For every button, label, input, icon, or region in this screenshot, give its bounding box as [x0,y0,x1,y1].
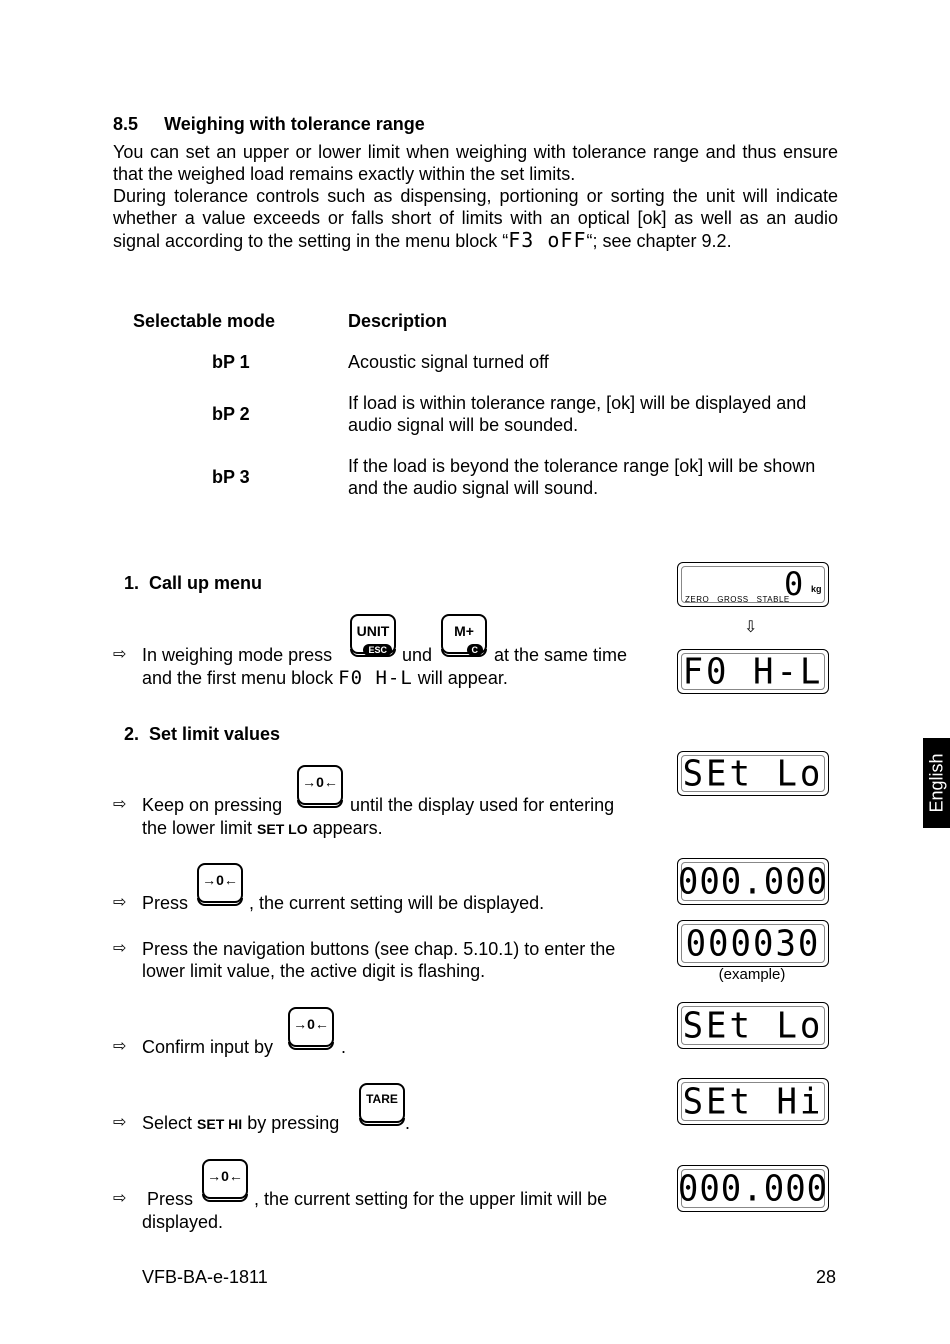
arrow-bullet-icon: ⇨ [113,894,127,911]
down-arrow-icon: ⇩ [744,619,758,636]
set-lo-code: SET LO [257,821,308,837]
para2-end: “; see chapter 9.2. [586,231,732,251]
language-tab [923,738,950,828]
lcd-display-f0hl [677,649,829,694]
table-row-description: If the load is beyond the tolerance range [ok] will be shown and the audio signal will sound. [348,456,816,498]
step2-i5-b: by pressing [247,1113,340,1133]
step1-text-a: In weighing mode press [142,645,333,665]
table-row-mode: bP 3 [212,467,250,487]
lcd-display-lower-example [677,920,829,967]
zero-indicator: ZERO [685,595,710,604]
zero-key-label: →0← [207,1168,243,1184]
zero-key-icon [202,1159,248,1199]
para2-text: During tolerance controls such as dispensing, portioning or sorting the unit will indicate whether a value exceeds or falls short of limits with an optical [ok] as well as an audio signal according to the setting in the menu block “ [113,186,838,251]
esc-badge: ESC [363,644,392,656]
lcd-value: 000.000 [677,1167,829,1210]
arrow-bullet-icon: ⇨ [113,940,127,957]
lcd-display-lower-current [677,858,829,905]
table-row-mode: bP 2 [212,404,250,424]
lcd-value: 0 [784,565,804,603]
arrow-bullet-icon: ⇨ [113,1190,127,1207]
language-tab-label: English [926,753,946,813]
step2-i1-b: until the display used for entering [350,795,615,815]
footer-doc-id: VFB-BA-e-1811 [142,1267,268,1287]
section-title: Weighing with tolerance range [164,114,425,134]
lcd-display-zero [677,562,829,607]
intro-paragraph-1: You can set an upper or lower limit when weighing with tolerance range and thus ensure that the weighed load remains exactly within the set limits. [113,142,838,184]
lcd-display-set-lo [677,751,829,796]
arrow-bullet-icon: ⇨ [113,1038,127,1055]
lcd-value: 000.000 [677,860,829,903]
step2-i5-c: . [405,1113,411,1133]
step1-heading: 1. Call up menu [124,573,263,593]
table-row-mode: bP 1 [212,352,250,372]
step2-i2-a: Press [142,893,189,913]
lcd-value: SEt Lo [682,1004,824,1047]
set-hi-code: SET HI [197,1116,243,1132]
lcd-value: 000030 [685,922,821,965]
section-heading [113,113,425,135]
lcd-display-upper-current [677,1165,829,1212]
intro-paragraph-2 [113,185,838,252]
c-badge: C [467,644,484,656]
stable-indicator: STABLE [756,595,790,604]
mplus-c-key-icon [441,614,487,654]
step2-i5-a: Select [142,1113,193,1133]
lcd-display-set-lo-confirm [677,1002,829,1049]
menu-block-code-f3off: F3 oFF [508,228,587,252]
step1-line2 [142,667,508,689]
table-header-description: Description [348,311,448,331]
lcd-value: SEt Lo [682,752,824,795]
step2-i3: Press the navigation buttons (see chap. 5.10.1) to enter the lower limit value, the active digit is flashing. [142,939,616,981]
zero-key-icon [288,1007,334,1047]
arrow-bullet-icon: ⇨ [113,646,127,663]
step1-text-d: will appear. [417,668,508,688]
tare-key-label: TARE [366,1092,398,1106]
step2-heading: 2. Set limit values [124,724,281,744]
step2-i6-c: displayed. [142,1212,224,1232]
lcd-unit: kg [811,584,822,594]
step2-i6-b: , the current setting for the upper limit will be [254,1189,608,1209]
lcd-display-set-hi [677,1078,829,1125]
arrow-bullet-icon: ⇨ [113,1114,127,1131]
arrow-bullet-icon: ⇨ [113,796,127,813]
step2-i4-b: . [341,1037,347,1057]
table-row-description: If load is within tolerance range, [ok] will be displayed and audio signal will be sounded. [348,393,807,435]
step2-i1-c: the lower limit [142,818,253,838]
step2-i5-line [142,1112,339,1135]
table-row-description: Acoustic signal turned off [348,352,549,372]
lcd-value: F0 H-L [682,650,824,693]
zero-key-label: →0← [302,774,338,790]
unit-esc-key-icon [350,614,396,654]
step2-i1-a: Keep on pressing [142,795,283,815]
zero-key-label: →0← [293,1016,329,1032]
step2-i6-a: Press [147,1189,194,1209]
step2-i1-d: appears. [312,818,383,838]
step1-text-b: at the same time [494,645,628,665]
lcd-value: SEt Hi [682,1080,824,1123]
step2-i2-b: , the current setting will be displayed. [249,893,545,913]
zero-key-icon [297,765,343,805]
table-header-mode: Selectable mode [133,311,276,331]
zero-key-label: →0← [202,872,238,888]
tare-key-icon [359,1083,405,1123]
unit-key-label: UNIT [356,623,390,639]
step1-und: und [402,645,433,665]
step2-i4-a: Confirm input by [142,1037,274,1057]
step2-i1-line2 [142,817,383,840]
example-caption: (example) [718,966,786,983]
gross-indicator: GROSS [717,595,749,604]
zero-key-icon [197,863,243,903]
page-number: 28 [816,1267,837,1287]
menu-block-code-f0hl: F0 H-L [338,667,413,689]
mplus-key-label: M+ [454,623,474,639]
lcd-indicator-labels [685,595,790,604]
section-number: 8.5 [113,114,139,134]
step1-text-c: and the first menu block [142,668,334,688]
